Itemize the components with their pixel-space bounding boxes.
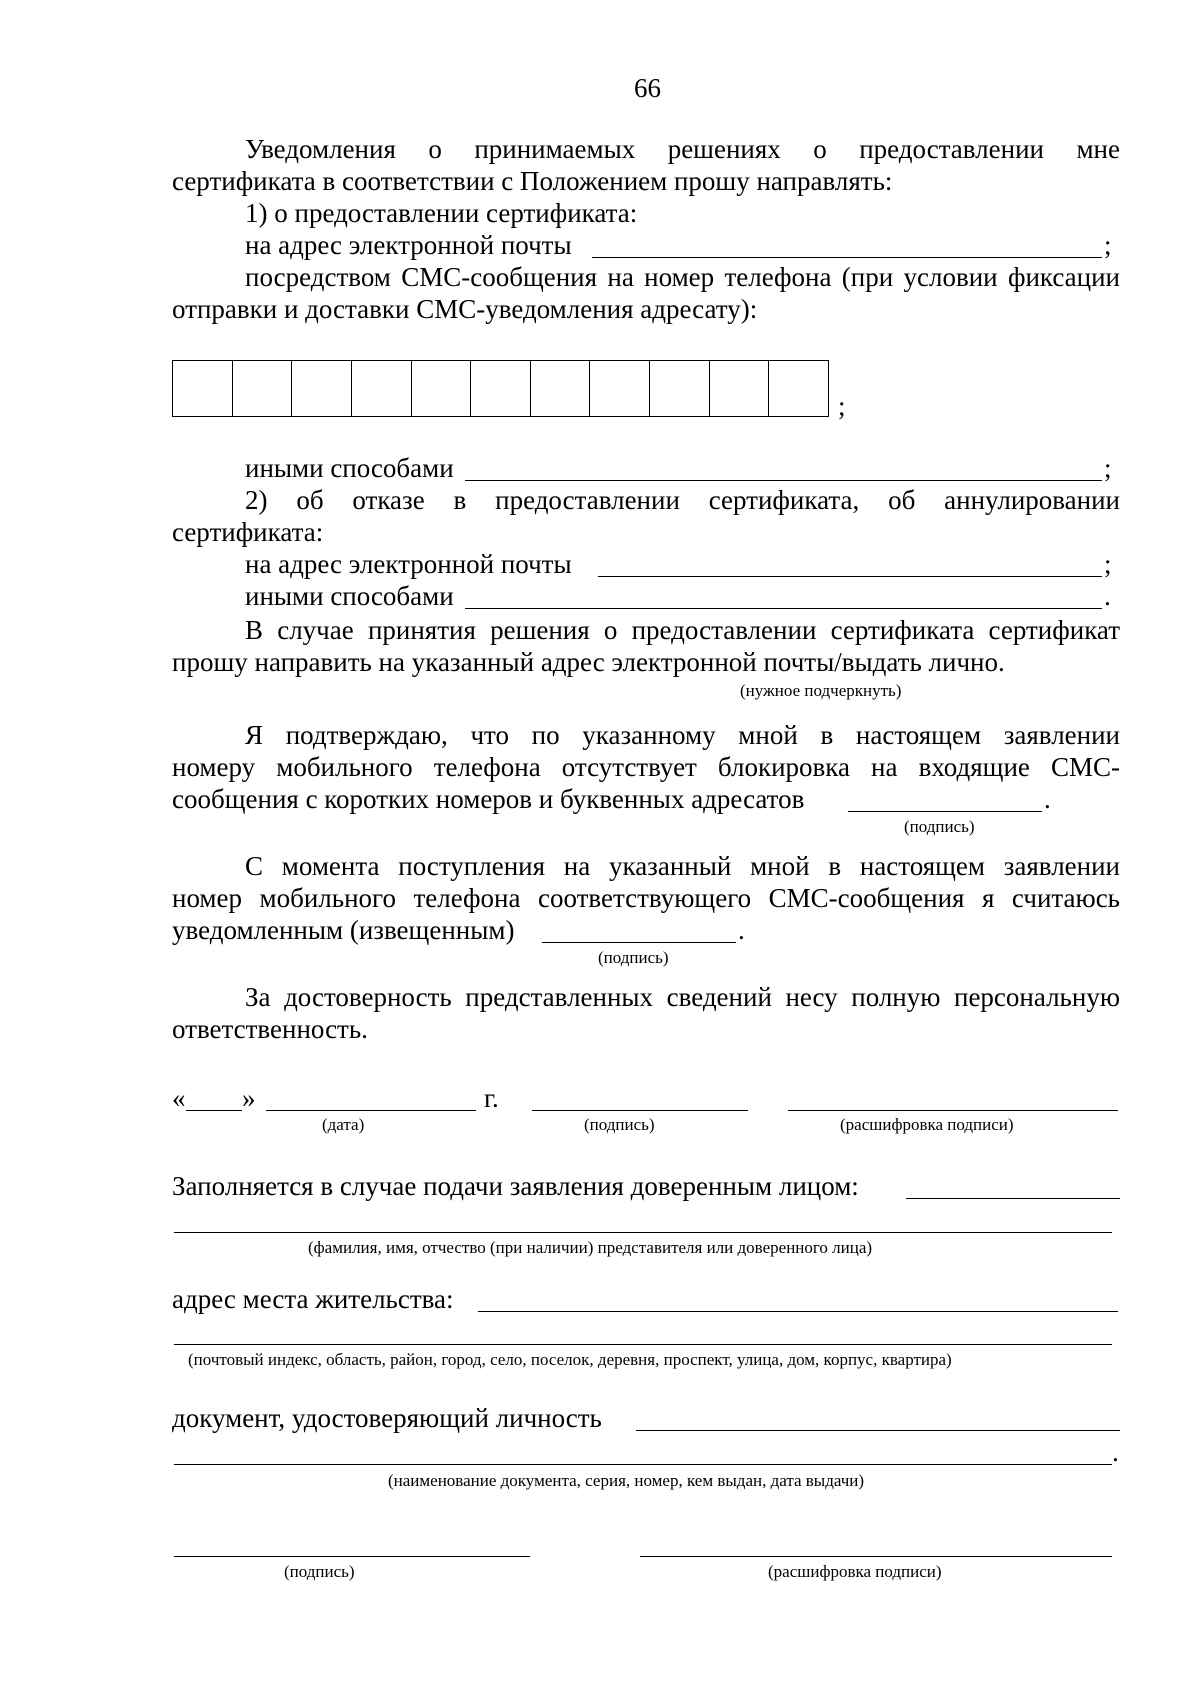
address-field-1[interactable] [478, 1311, 1118, 1312]
section2-other-field[interactable] [465, 608, 1102, 609]
final-signature-field[interactable] [174, 1556, 530, 1557]
responsibility-line-1: За достоверность представленных сведений несу полную персональную [245, 982, 1120, 1012]
doc-hint: (наименование документа, серия, номер, кем выдан, дата выдачи) [388, 1471, 865, 1490]
section2-title-line-1: 2) об отказе в предоставлении сертификата, об аннулировании [245, 485, 1120, 515]
notified-signature-field[interactable] [542, 942, 736, 943]
notified-line-1: С момента поступления на указанный мной в настоящем заявлении [245, 851, 1120, 881]
phone-number-grid[interactable] [172, 360, 829, 417]
section2-email-field[interactable] [598, 576, 1102, 577]
doc-end: . [1112, 1437, 1119, 1467]
signature-field[interactable] [532, 1110, 748, 1111]
section1-sms-line-1: посредством СМС-сообщения на номер телефона (при условии фиксации [245, 262, 1120, 292]
phone-digit-cell[interactable] [650, 361, 710, 416]
signature-hint: (подпись) [584, 1115, 655, 1134]
phone-digit-cell[interactable] [233, 361, 293, 416]
proxy-name-hint: (фамилия, имя, отчество (при наличии) представителя или доверенного лица) [308, 1238, 873, 1257]
address-hint: (почтовый индекс, область, район, город, село, поселок, деревня, проспект, улица, дом, корпус, квартира) [188, 1350, 952, 1369]
phone-digit-cell[interactable] [471, 361, 531, 416]
section1-other-field[interactable] [465, 480, 1102, 481]
signature-decode-hint: (расшифровка подписи) [840, 1115, 1014, 1134]
section2-other-end: . [1104, 581, 1111, 611]
doc-field-1[interactable] [636, 1430, 1120, 1431]
section1-title: 1) о предоставлении сертификата: [245, 198, 638, 228]
date-year-suffix: г. [484, 1083, 499, 1113]
proxy-name-field-1[interactable] [906, 1198, 1120, 1199]
date-hint: (дата) [322, 1115, 365, 1134]
doc-label: документ, удостоверяющий личность [172, 1403, 602, 1433]
section2-title-line-2: сертификата: [172, 517, 324, 547]
final-decode-field[interactable] [640, 1556, 1112, 1557]
notified-end: . [738, 915, 745, 945]
section1-other-label: иными способами [245, 453, 454, 483]
date-open-quote: « [172, 1083, 186, 1113]
final-signature-hint: (подпись) [284, 1562, 355, 1581]
delivery-line-2: прошу направить на указанный адрес электронной почты/выдать лично. [172, 647, 1005, 677]
confirm-line-2: номеру мобильного телефона отсутствует блокировка на входящие СМС- [172, 752, 1120, 782]
section2-email-end: ; [1104, 549, 1112, 579]
section1-email-field[interactable] [592, 257, 1102, 258]
phone-digit-cell[interactable] [590, 361, 650, 416]
proxy-name-field-2[interactable] [174, 1232, 1112, 1233]
delivery-line-1: В случае принятия решения о предоставлении сертификата сертификат [245, 615, 1120, 645]
intro-line-2: сертификата в соответствии с Положением прошу направлять: [172, 166, 893, 196]
section2-other-label: иными способами [245, 581, 454, 611]
date-close-quote: » [242, 1083, 256, 1113]
final-decode-hint: (расшифровка подписи) [768, 1562, 942, 1581]
section1-sms-line-2: отправки и доставки СМС-уведомления адресату): [172, 294, 758, 324]
signature-decode-field[interactable] [788, 1110, 1118, 1111]
confirm-line-3: сообщения с коротких номеров и буквенных адресатов [172, 784, 805, 814]
phone-digit-cell[interactable] [769, 361, 828, 416]
phone-digit-cell[interactable] [292, 361, 352, 416]
notified-line-3: уведомленным (извещенным) [172, 915, 515, 945]
section2-email-label: на адрес электронной почты [245, 549, 572, 579]
phone-digit-cell[interactable] [531, 361, 591, 416]
phone-digit-cell[interactable] [173, 361, 233, 416]
address-label: адрес места жительства: [172, 1284, 454, 1314]
notified-signature-hint: (подпись) [598, 948, 669, 967]
confirm-line-1: Я подтверждаю, что по указанному мной в настоящем заявлении [245, 720, 1120, 750]
responsibility-line-2: ответственность. [172, 1014, 368, 1044]
phone-end: ; [838, 391, 846, 421]
section1-other-end: ; [1104, 453, 1112, 483]
phone-digit-cell[interactable] [352, 361, 412, 416]
confirm-signature-field[interactable] [848, 811, 1042, 812]
delivery-hint: (нужное подчеркнуть) [740, 681, 902, 700]
proxy-label: Заполняется в случае подачи заявления доверенным лицом: [172, 1171, 859, 1201]
date-month-field[interactable] [266, 1110, 476, 1111]
confirm-end: . [1044, 784, 1051, 814]
doc-field-2[interactable] [174, 1464, 1112, 1465]
notified-line-2: номер мобильного телефона соответствующего СМС-сообщения я считаюсь [172, 883, 1120, 913]
section1-email-label: на адрес электронной почты [245, 230, 572, 260]
phone-digit-cell[interactable] [412, 361, 472, 416]
intro-line-1: Уведомления о принимаемых решениях о предоставлении мне [245, 134, 1120, 164]
section1-email-end: ; [1104, 230, 1112, 260]
date-day-field[interactable] [186, 1110, 242, 1111]
address-field-2[interactable] [174, 1344, 1112, 1345]
phone-digit-cell[interactable] [710, 361, 770, 416]
page-number: 66 [634, 73, 661, 103]
confirm-signature-hint: (подпись) [904, 817, 975, 836]
